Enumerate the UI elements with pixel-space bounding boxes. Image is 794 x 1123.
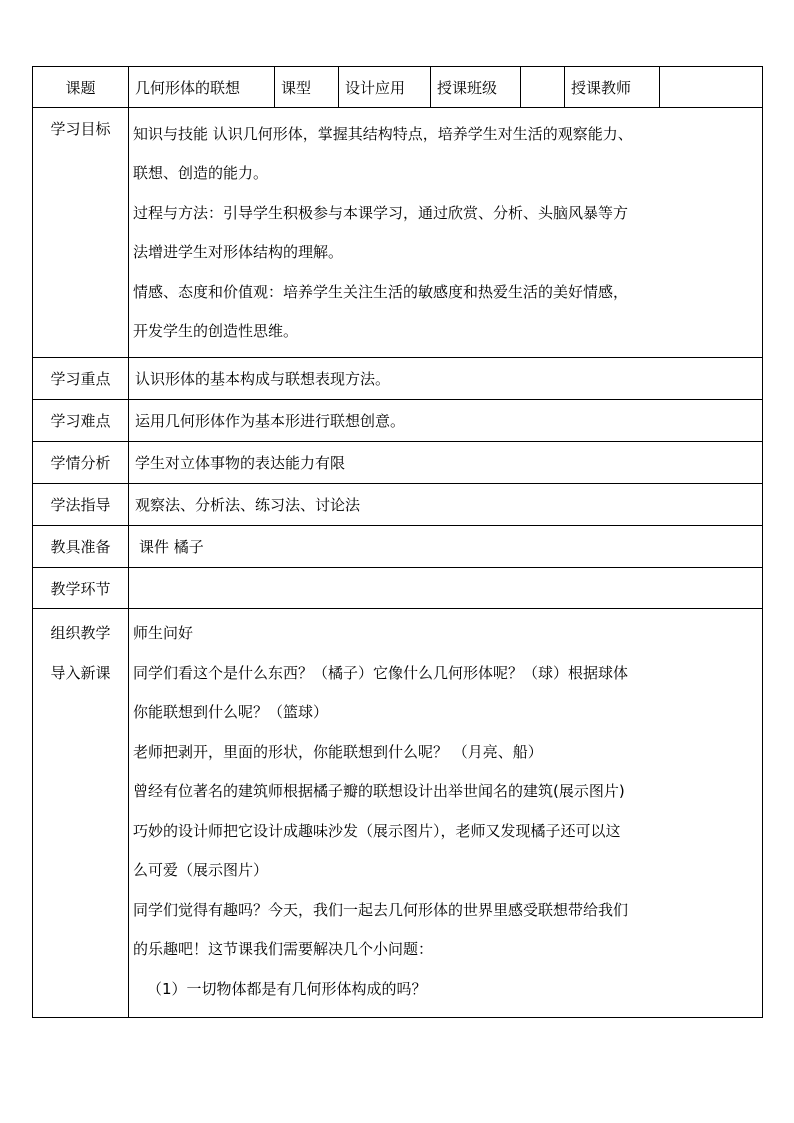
- key-points-row: [33, 358, 763, 400]
- body-line: 同学们看这个是什么东西？（橘子）它像什么几何形体呢？（球）根据球体: [133, 663, 629, 682]
- method-row: [33, 484, 763, 526]
- difficulty-row: [33, 400, 763, 442]
- body-line: 巧妙的设计师把它设计成趣味沙发（展示图片），老师又发现橘子还可以这: [133, 821, 621, 840]
- analysis-label: 学情分析: [33, 442, 129, 484]
- goals-content: [129, 108, 763, 358]
- body-line: （1）一切物体都是有几何形体构成的吗？: [147, 979, 427, 998]
- stage-labels: [33, 609, 129, 1018]
- key-points-value: 认识形体的基本构成与联想表现方法。: [129, 358, 763, 400]
- topic-value: 几何形体的联想: [129, 67, 275, 108]
- lesson-plan-table: [32, 66, 763, 1018]
- method-label: 学法指导: [33, 484, 129, 526]
- lesson-body-content: [129, 609, 763, 1018]
- class-label: 授课班级: [431, 67, 521, 108]
- analysis-row: [33, 442, 763, 484]
- body-line: 曾经有位著名的建筑师根据橘子瓣的联想设计出举世闻名的建筑(展示图片): [133, 782, 625, 800]
- key-points-label: 学习重点: [33, 358, 129, 400]
- org-label: 组织教学: [50, 624, 111, 642]
- class-value: [521, 67, 565, 108]
- teacher-label: 授课教师: [565, 67, 660, 108]
- goals-line: 法增进学生对形体结构的理解。: [133, 243, 344, 261]
- goals-row: [33, 108, 763, 358]
- body-line: 同学们觉得有趣吗？今天，我们一起去几何形体的世界里感受联想带给我们: [133, 900, 629, 919]
- body-line: 么可爱（展示图片）: [133, 861, 269, 879]
- intro-label: 导入新课: [50, 664, 111, 682]
- lesson-body-row: [33, 609, 763, 1018]
- goals-label: 学习目标: [33, 108, 129, 358]
- process-row: [33, 568, 763, 609]
- goals-line: 开发学生的创造性思维。: [133, 322, 299, 340]
- method-value: 观察法、分析法、练习法、讨论法: [129, 484, 763, 526]
- tools-label: 教具准备: [33, 526, 129, 568]
- difficulty-value: 运用几何形体作为基本形进行联想创意。: [129, 400, 763, 442]
- goals-line: 知识与技能 认识几何形体，掌握其结构特点，培养学生对生活的观察能力、: [133, 124, 633, 143]
- difficulty-label: 学习难点: [33, 400, 129, 442]
- header-row: [33, 67, 763, 108]
- body-line: 老师把剥开，里面的形状，你能联想到什么呢？ （月亮、船）: [133, 742, 543, 761]
- tools-row: [33, 526, 763, 568]
- goals-line: 情感、态度和价值观：培养学生关注生活的敏感度和热爱生活的美好情感，: [133, 282, 629, 301]
- process-value: [129, 568, 763, 609]
- process-label: 教学环节: [33, 568, 129, 609]
- goals-line: 联想、创造的能力。: [133, 164, 269, 182]
- body-line: 的乐趣吧！这节课我们需要解决几个小问题：: [133, 940, 434, 958]
- goals-line: 过程与方法：引导学生积极参与本课学习，通过欣赏、分析、头脑风暴等方: [133, 203, 629, 222]
- type-label: 课型: [275, 67, 339, 108]
- teacher-value: [660, 67, 763, 108]
- analysis-value: 学生对立体事物的表达能力有限: [129, 442, 763, 484]
- type-value: 设计应用: [339, 67, 431, 108]
- tools-value: 课件 橘子: [129, 526, 763, 568]
- topic-label: 课题: [33, 67, 129, 108]
- body-line: 你能联想到什么呢？（篮球）: [133, 703, 329, 721]
- body-line: 师生问好: [133, 624, 194, 642]
